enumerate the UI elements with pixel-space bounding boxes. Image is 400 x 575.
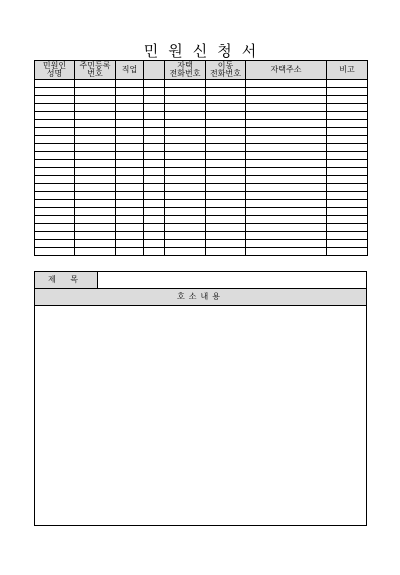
table-cell[interactable] [165,96,206,104]
table-row [35,216,368,224]
table-header-row [35,61,368,80]
table-cell[interactable] [144,152,165,160]
table-cell[interactable] [165,248,206,256]
table-cell[interactable] [327,232,368,240]
col-mobile-phone: 이동 전화번호 [206,61,246,80]
table-cell[interactable] [35,136,75,144]
table-cell[interactable] [327,120,368,128]
table-cell[interactable] [75,248,116,256]
table-cell[interactable] [35,248,75,256]
col-applicant-name: 민원인 성명 [35,61,75,80]
table-cell[interactable] [35,208,75,216]
table-cell[interactable] [327,216,368,224]
table-row [35,192,368,200]
table-cell[interactable] [246,240,327,248]
table-cell[interactable] [35,224,75,232]
table-cell[interactable] [75,160,116,168]
table-cell[interactable] [327,152,368,160]
table-cell[interactable] [75,112,116,120]
table-cell[interactable] [246,232,327,240]
table-cell[interactable] [144,248,165,256]
table-cell[interactable] [206,224,246,232]
table-cell[interactable] [327,160,368,168]
table-cell[interactable] [165,80,206,88]
table-cell[interactable] [35,104,75,112]
table-cell[interactable] [206,216,246,224]
table-cell[interactable] [144,184,165,192]
table-cell[interactable] [165,120,206,128]
table-cell[interactable] [327,168,368,176]
table-cell[interactable] [75,176,116,184]
table-cell[interactable] [75,128,116,136]
table-cell[interactable] [144,80,165,88]
table-cell[interactable] [144,200,165,208]
col-blank [144,61,165,80]
table-cell[interactable] [144,232,165,240]
table-cell[interactable] [206,208,246,216]
table-cell[interactable] [327,128,368,136]
table-cell[interactable] [165,160,206,168]
table-cell[interactable] [246,176,327,184]
table-cell[interactable] [144,160,165,168]
col-home-address: 자택주소 [246,61,327,80]
table-cell[interactable] [116,120,144,128]
table-cell[interactable] [75,96,116,104]
table-cell[interactable] [165,232,206,240]
table-cell[interactable] [246,168,327,176]
table-cell[interactable] [116,184,144,192]
table-cell[interactable] [246,192,327,200]
table-cell[interactable] [206,144,246,152]
table-cell[interactable] [165,152,206,160]
table-cell[interactable] [144,168,165,176]
table-cell[interactable] [144,104,165,112]
table-cell[interactable] [144,240,165,248]
table-cell[interactable] [165,128,206,136]
table-cell[interactable] [327,96,368,104]
table-cell[interactable] [75,80,116,88]
table-cell[interactable] [144,120,165,128]
col-occupation: 직업 [116,61,144,80]
table-cell[interactable] [116,104,144,112]
table-cell[interactable] [327,208,368,216]
table-cell[interactable] [144,128,165,136]
table-cell[interactable] [35,200,75,208]
table-row [35,112,368,120]
table-row [35,224,368,232]
table-cell[interactable] [35,240,75,248]
table-cell[interactable] [75,200,116,208]
table-cell[interactable] [116,152,144,160]
table-cell[interactable] [116,208,144,216]
table-cell[interactable] [246,80,327,88]
table-cell[interactable] [116,216,144,224]
table-cell[interactable] [144,112,165,120]
table-cell[interactable] [206,200,246,208]
table-cell[interactable] [246,184,327,192]
table-cell[interactable] [165,168,206,176]
table-cell[interactable] [75,152,116,160]
table-cell[interactable] [206,152,246,160]
table-cell[interactable] [206,112,246,120]
table-row [35,208,368,216]
table-cell[interactable] [35,160,75,168]
table-cell[interactable] [165,216,206,224]
complaint-content-field[interactable] [35,306,366,525]
table-cell[interactable] [116,192,144,200]
table-cell[interactable] [35,128,75,136]
table-cell[interactable] [327,240,368,248]
table-cell[interactable] [165,240,206,248]
table-row [35,96,368,104]
table-cell[interactable] [327,80,368,88]
table-cell[interactable] [246,112,327,120]
table-cell[interactable] [116,160,144,168]
table-cell[interactable] [327,88,368,96]
table-cell[interactable] [246,152,327,160]
subject-field[interactable] [99,272,366,288]
table-row [35,248,368,256]
table-row [35,232,368,240]
table-cell[interactable] [327,176,368,184]
table-cell[interactable] [144,96,165,104]
table-cell[interactable] [327,224,368,232]
table-cell[interactable] [206,176,246,184]
table-cell[interactable] [75,208,116,216]
table-cell[interactable] [246,120,327,128]
table-cell[interactable] [116,176,144,184]
table-cell[interactable] [327,112,368,120]
table-cell[interactable] [75,88,116,96]
table-cell[interactable] [116,88,144,96]
table-cell[interactable] [246,200,327,208]
table-cell[interactable] [116,232,144,240]
table-cell[interactable] [75,240,116,248]
complaint-box [34,271,367,526]
col-home-phone: 자택 전화번호 [165,61,206,80]
table-row [35,176,368,184]
table-row [35,88,368,96]
table-cell[interactable] [35,176,75,184]
table-cell[interactable] [327,144,368,152]
table-cell[interactable] [206,128,246,136]
table-cell[interactable] [246,216,327,224]
table-cell[interactable] [206,120,246,128]
table-cell[interactable] [75,136,116,144]
table-row [35,184,368,192]
table-cell[interactable] [206,160,246,168]
table-row [35,160,368,168]
table-cell[interactable] [246,144,327,152]
table-cell[interactable] [246,208,327,216]
table-cell[interactable] [206,232,246,240]
table-cell[interactable] [75,104,116,112]
table-cell[interactable] [327,192,368,200]
table-cell[interactable] [206,184,246,192]
table-cell[interactable] [246,160,327,168]
table-cell[interactable] [35,216,75,224]
table-cell[interactable] [144,224,165,232]
table-cell[interactable] [246,224,327,232]
table-cell[interactable] [116,144,144,152]
table-cell[interactable] [75,224,116,232]
table-cell[interactable] [35,192,75,200]
table-cell[interactable] [75,232,116,240]
table-cell[interactable] [75,168,116,176]
table-cell[interactable] [165,176,206,184]
table-row [35,144,368,152]
table-cell[interactable] [327,104,368,112]
table-cell[interactable] [75,192,116,200]
table-cell[interactable] [35,152,75,160]
table-cell[interactable] [116,96,144,104]
table-cell[interactable] [246,128,327,136]
table-cell[interactable] [246,88,327,96]
subject-row [35,272,366,289]
table-cell[interactable] [116,168,144,176]
table-cell[interactable] [246,136,327,144]
table-cell[interactable] [246,96,327,104]
table-row [35,120,368,128]
table-cell[interactable] [35,144,75,152]
table-cell[interactable] [206,192,246,200]
col-resident-number: 주민등록 번호 [75,61,116,80]
table-row [35,168,368,176]
table-cell[interactable] [35,168,75,176]
table-cell[interactable] [165,200,206,208]
table-cell[interactable] [116,240,144,248]
table-cell[interactable] [35,112,75,120]
table-cell[interactable] [116,80,144,88]
table-cell[interactable] [75,216,116,224]
table-cell[interactable] [327,136,368,144]
table-cell[interactable] [116,128,144,136]
table-cell[interactable] [206,96,246,104]
table-cell[interactable] [35,184,75,192]
table-cell[interactable] [116,136,144,144]
table-cell[interactable] [144,192,165,200]
table-cell[interactable] [144,144,165,152]
table-cell[interactable] [116,200,144,208]
table-cell[interactable] [206,136,246,144]
table-cell[interactable] [165,88,206,96]
complaint-content-label: 호소내용 [35,289,366,306]
table-cell[interactable] [165,208,206,216]
table-cell[interactable] [327,248,368,256]
table-cell[interactable] [35,96,75,104]
table-cell[interactable] [75,144,116,152]
table-cell[interactable] [35,232,75,240]
col-remarks: 비고 [327,61,368,80]
table-cell[interactable] [327,200,368,208]
subject-label: 제 목 [35,272,98,288]
table-cell[interactable] [144,88,165,96]
form-title: 민원신청서 [143,42,267,60]
table-cell[interactable] [165,144,206,152]
table-row [35,80,368,88]
table-cell[interactable] [206,80,246,88]
table-cell[interactable] [206,240,246,248]
table-cell[interactable] [165,224,206,232]
table-cell[interactable] [116,112,144,120]
table-cell[interactable] [75,184,116,192]
table-cell[interactable] [35,120,75,128]
table-cell[interactable] [165,112,206,120]
table-row [35,128,368,136]
table-cell[interactable] [75,120,116,128]
table-cell[interactable] [144,176,165,184]
table-cell[interactable] [35,80,75,88]
table-cell[interactable] [144,136,165,144]
table-cell[interactable] [116,248,144,256]
table-cell[interactable] [165,136,206,144]
table-cell[interactable] [116,224,144,232]
table-cell[interactable] [327,184,368,192]
table-cell[interactable] [206,248,246,256]
table-cell[interactable] [35,88,75,96]
table-cell[interactable] [206,88,246,96]
table-cell[interactable] [206,104,246,112]
table-cell[interactable] [165,192,206,200]
table-cell[interactable] [165,104,206,112]
table-row [35,104,368,112]
table-cell[interactable] [206,168,246,176]
table-row [35,200,368,208]
table-cell[interactable] [165,184,206,192]
applicant-table [34,60,368,256]
table-row [35,136,368,144]
table-cell[interactable] [246,104,327,112]
table-cell[interactable] [246,248,327,256]
table-cell[interactable] [144,216,165,224]
table-cell[interactable] [144,208,165,216]
table-row [35,152,368,160]
table-row [35,240,368,248]
